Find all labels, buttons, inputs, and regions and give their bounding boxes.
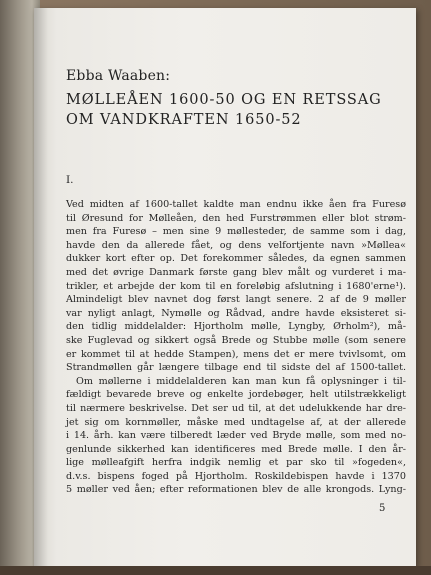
- text-line: til Øresund for Mølleåen, den hed Furstrømmen eller blot strøm-: [66, 212, 406, 224]
- chapter-title: [66, 90, 406, 130]
- text-line: Om møllerne i middelalderen kan man kun få oplysninger i til-: [76, 375, 406, 387]
- author-name: Ebba Waaben:: [66, 68, 171, 84]
- title-line-2: OM VANDKRAFTEN 1650-52: [66, 112, 302, 128]
- section-number: I.: [66, 174, 74, 186]
- text-line: men fra Furesø – men sine 9 møllesteder, de samme som i dag,: [66, 226, 406, 238]
- text-line: havde den da allerede fået, og dens velfortjente navn »Møllea«: [66, 239, 406, 251]
- page-gutter-shadow: [34, 8, 48, 568]
- book-page: [34, 8, 416, 568]
- text-line: er kommet til at hedde Stampen), mens det er mere tvivlsomt, om: [66, 348, 406, 360]
- text-line: trikler, et arbejde der kom til en foreløbig afslutning i 1680'erne¹).: [66, 280, 406, 292]
- text-line: med det øvrige Danmark første gang blev målt og vurderet i ma-: [66, 266, 406, 278]
- text-line: fældigt bevarede breve og enkelte jordebøger, helt utilstrækkeligt: [66, 389, 406, 401]
- body-text: [66, 198, 406, 497]
- text-line: genlunde sikkerhed kan identificeres med Brede mølle. I den år-: [66, 443, 406, 455]
- text-line: den tidlig middelalder: Hjortholm mølle, Lyngby, Ørholm²), må-: [66, 321, 406, 333]
- text-line: var nyligt anlagt, Nymølle og Rådvad, andre havde eksisteret si-: [66, 307, 406, 319]
- text-line: ske Fuglevad og sikkert også Brede og Stubbe mølle (som senere: [66, 334, 406, 346]
- desk-surface: [0, 566, 431, 575]
- text-line: Almindeligt blev navnet dog først langt senere. 2 af de 9 møller: [66, 294, 406, 306]
- text-line: lige møllеafgift herfra indgik nemlig et par sko til »fogeden«,: [66, 457, 406, 469]
- text-line: dukker kort efter op. Det forekommer således, da egnen sammen: [66, 253, 406, 265]
- title-line-1: MØLLEÅEN 1600-50 OG EN RETSSAG: [66, 92, 382, 108]
- text-line: d.v.s. bispens foged på Hjortholm. Roskildebispen havde i 1370: [66, 470, 406, 482]
- text-line: 5 møller ved åen; efter reformationen blev de alle krongods. Lyng-: [66, 484, 406, 496]
- text-line: Strandmøllen går længere tilbage end til sidste del af 1500-tallet.: [66, 362, 406, 374]
- text-line: Ved midten af 1600-tallet kaldte man endnu ikke åen fra Furesø: [66, 199, 406, 210]
- text-line: til nærmere beskrivelse. Det ser ud til, at det udelukkende har dre-: [66, 402, 406, 414]
- text-line: i 14. årh. kan være tilberedt læder ved Bryde mølle, som med no-: [66, 430, 406, 442]
- page-number: 5: [379, 503, 386, 514]
- text-line: jet sig om kornmøller, måske med undtagelse af, at der allerede: [66, 416, 406, 428]
